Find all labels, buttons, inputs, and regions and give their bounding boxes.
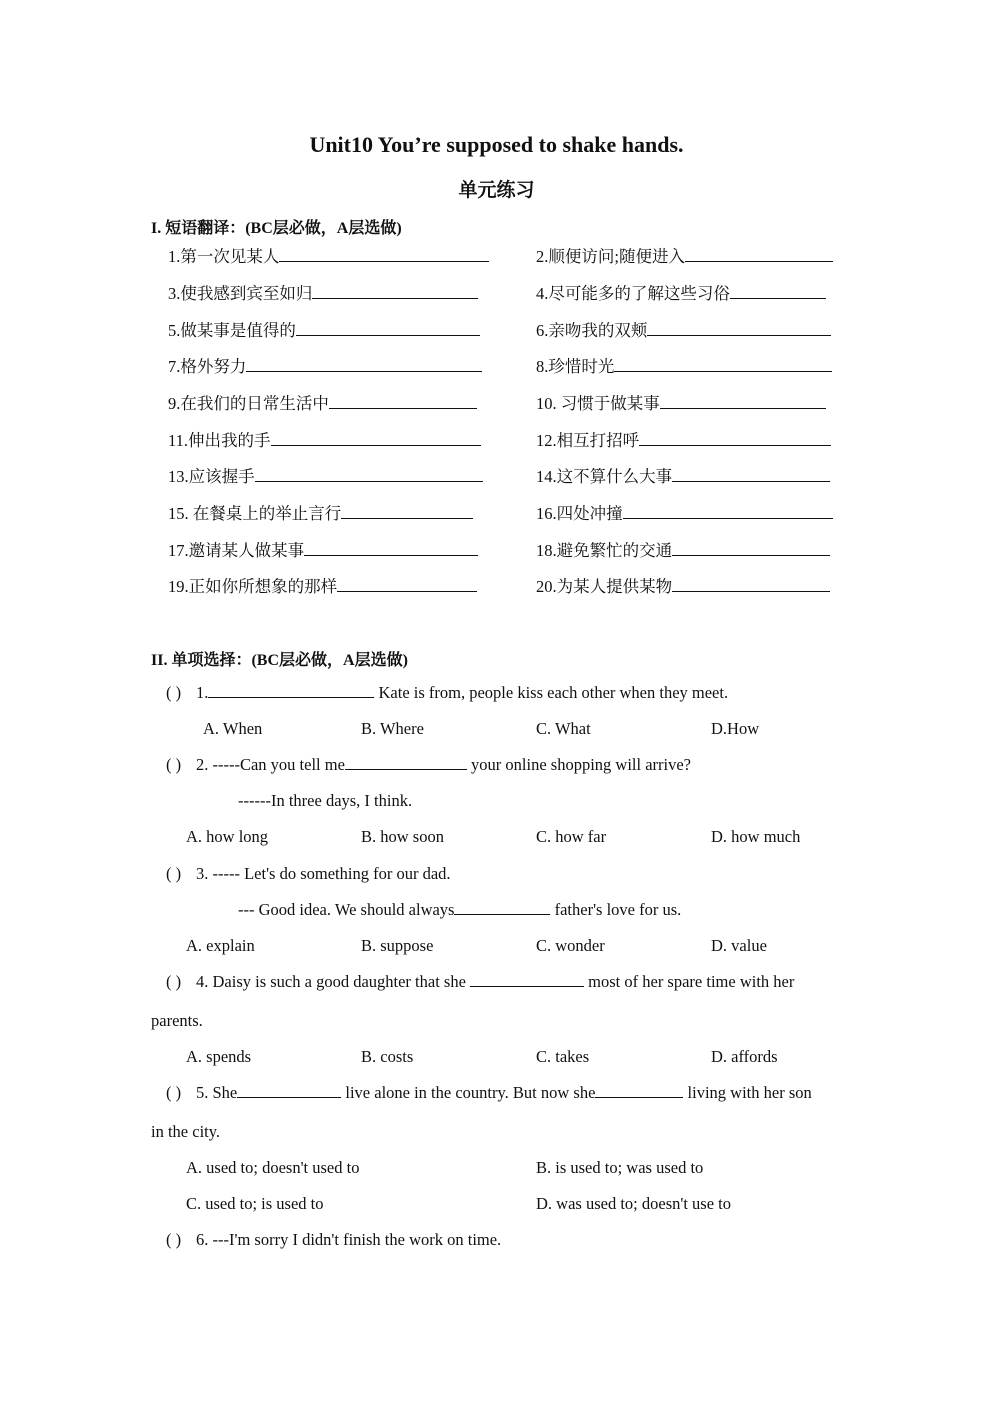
option: A. used to; doesn't used to (186, 1158, 360, 1177)
question-2-reply: ------In three days, I think. (238, 791, 413, 810)
phrase-item: 17.邀请某人做某事 (168, 537, 478, 561)
phrase-item: 15. 在餐桌上的举止言行 (168, 500, 473, 524)
option: D. how much (711, 827, 801, 846)
phrase-item: 14.这不算什么大事 (536, 463, 830, 487)
answer-paren: ( ) (166, 972, 182, 991)
option: C. wonder (536, 936, 605, 955)
option: B. is used to; was used to (536, 1158, 704, 1177)
phrase-item: 2.顺便访问;随便进入 (536, 243, 833, 267)
phrase-item: 13.应该握手 (168, 463, 483, 487)
phrase-item: 12.相互打招呼 (536, 427, 831, 451)
phrase-item: 7.格外努力 (168, 353, 482, 377)
page-subtitle: 单元练习 (458, 180, 535, 201)
answer-paren: ( ) (166, 755, 182, 774)
question-4: 4. Daisy is such a good daughter that she most of her spare time with her (196, 972, 795, 991)
question-2: 2. -----Can you tell me your online shopping will arrive? (196, 755, 692, 774)
option: A. spends (186, 1047, 252, 1066)
question-6: 6. ---I'm sorry I didn't finish the work on time. (196, 1230, 502, 1249)
section1-heading: I. 短语翻译：(BC层必做，A层选做) (151, 220, 402, 237)
option: D. affords (711, 1047, 778, 1066)
option: B. how soon (361, 827, 444, 846)
phrase-item: 11.伸出我的手 (168, 427, 481, 451)
phrase-item: 9.在我们的日常生活中 (168, 390, 477, 414)
question-5: 5. She live alone in the country. But now she living with her son (196, 1083, 812, 1102)
phrase-item: 5.做某事是值得的 (168, 317, 480, 341)
question-5-cont: in the city. (151, 1122, 221, 1141)
phrase-item: 10. 习惯于做某事 (536, 390, 826, 414)
option: C. takes (536, 1047, 590, 1066)
question-4-cont: parents. (151, 1011, 203, 1030)
question-3: 3. ----- Let's do something for our dad. (196, 864, 451, 883)
page-title: Unit10 You’re supposed to shake hands. (309, 132, 684, 157)
phrase-item: 16.四处冲撞 (536, 500, 833, 524)
option: D. value (711, 936, 767, 955)
phrase-item: 1.第一次见某人 (168, 243, 489, 267)
option: D.How (711, 719, 760, 738)
phrase-item: 8.珍惜时光 (536, 353, 832, 377)
option: B. costs (361, 1047, 414, 1066)
question-1: 1. Kate is from, people kiss each other when they meet. (196, 683, 729, 702)
question-3-reply: --- Good idea. We should always father's love for us. (238, 900, 682, 919)
option: A. how long (186, 827, 269, 846)
phrase-item: 4.尽可能多的了解这些习俗 (536, 280, 826, 304)
phrase-item: 19.正如你所想象的那样 (168, 573, 477, 597)
option: A. When (203, 719, 263, 738)
option: A. explain (186, 936, 255, 955)
section2-heading: II. 单项选择：(BC层必做，A层选做) (151, 652, 408, 669)
phrase-item: 18.避免繁忙的交通 (536, 537, 830, 561)
phrase-item: 20.为某人提供某物 (536, 573, 830, 597)
phrase-item: 6.亲吻我的双颊 (536, 317, 831, 341)
option: B. suppose (361, 936, 434, 955)
option: D. was used to; doesn't use to (536, 1194, 731, 1213)
answer-paren: ( ) (166, 864, 182, 883)
answer-paren: ( ) (166, 1083, 182, 1102)
phrase-item: 3.使我感到宾至如归 (168, 280, 478, 304)
option: B. Where (361, 719, 424, 738)
option: C. What (536, 719, 591, 738)
answer-paren: ( ) (166, 683, 182, 702)
answer-paren: ( ) (166, 1230, 182, 1249)
option: C. used to; is used to (186, 1194, 324, 1213)
option: C. how far (536, 827, 607, 846)
